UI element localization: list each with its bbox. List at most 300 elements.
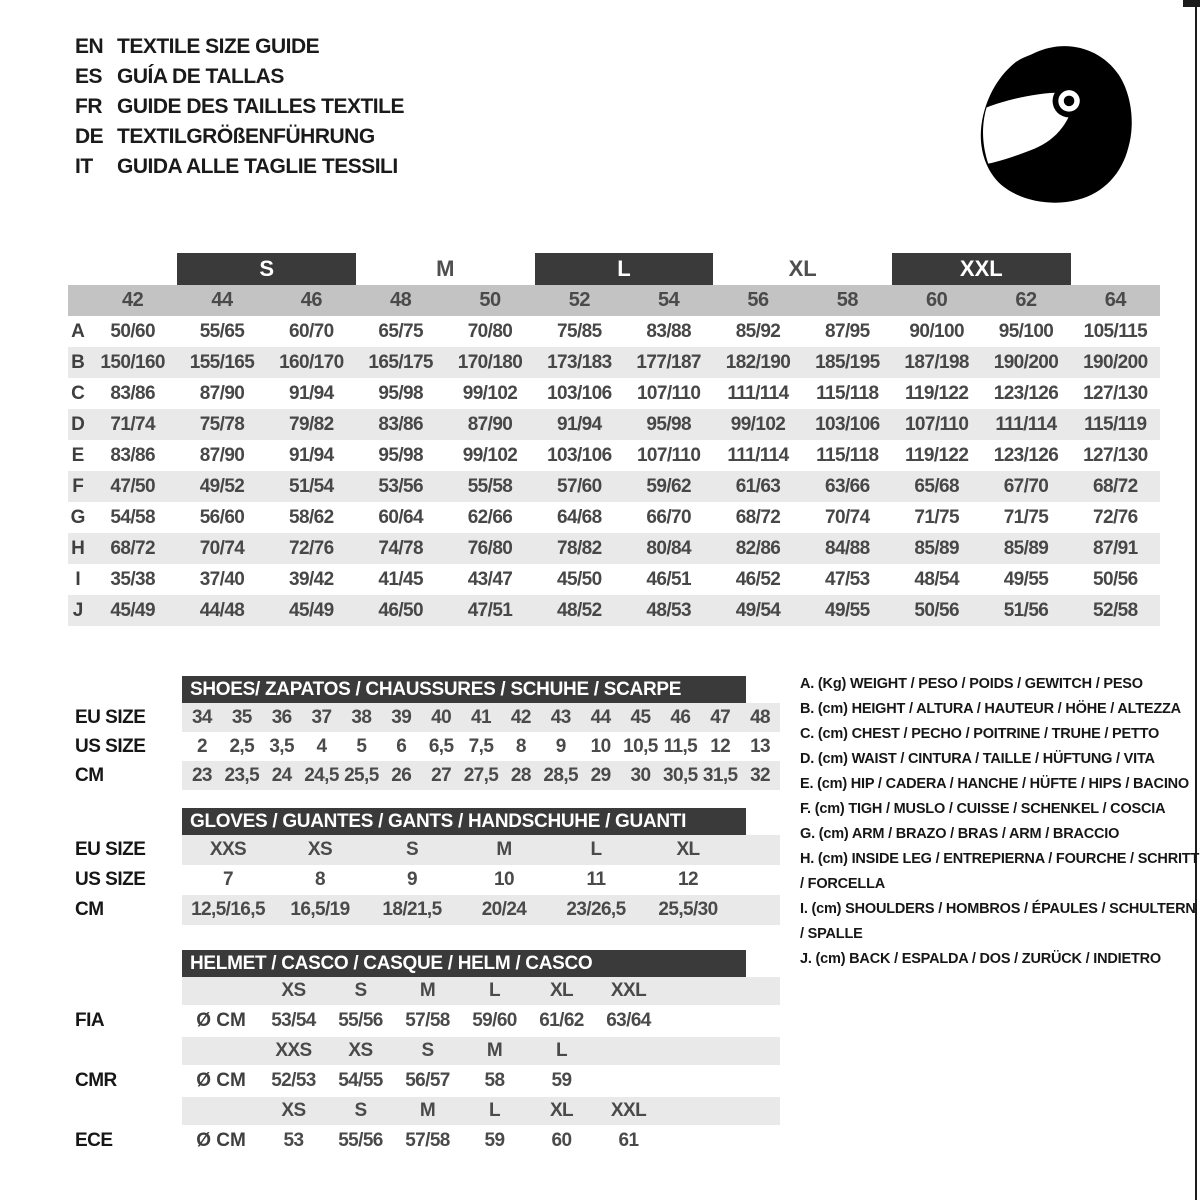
table-row	[68, 347, 1160, 378]
table-cell: 103/106	[547, 382, 612, 404]
table-cell: 91/94	[557, 413, 602, 435]
table-cell: 5	[356, 735, 367, 757]
table-cell: 90/100	[909, 320, 964, 342]
table-cell: 46/50	[378, 599, 423, 621]
table-cell: 95/100	[998, 320, 1054, 342]
table-cell: 85/92	[735, 320, 781, 342]
table-cell: 37	[311, 706, 332, 728]
legend-item: D. (cm) WAIST / CINTURA / TAILLE / HÜFTUNG / VITA	[800, 751, 1155, 767]
legend-item: J. (cm) BACK / ESPALDA / DOS / ZURÜCK / INDIETRO	[800, 951, 1161, 967]
language-code: ES	[75, 65, 103, 88]
table-cell: 95/98	[378, 382, 423, 404]
table-cell: 2,5	[229, 735, 255, 757]
table-cell: 52/53	[271, 1070, 316, 1091]
legend-item: C. (cm) CHEST / PECHO / POITRINE / TRUHE / PETTO	[800, 726, 1160, 742]
table-cell: 71/75	[914, 506, 959, 528]
table-cell: 7	[223, 869, 233, 890]
table-cell: 107/110	[636, 444, 701, 466]
table-cell: S	[421, 1040, 434, 1061]
size-group-xxl: XXL	[892, 253, 1071, 285]
table-cell: 46	[670, 706, 691, 728]
legend-item: F. (cm) TIGH / MUSLO / CUISSE / SCHENKEL / COSCIA	[800, 801, 1166, 817]
table-cell: 38	[351, 706, 372, 728]
table-cell: 60/64	[378, 506, 423, 528]
unit-cell: Ø CM	[196, 1070, 246, 1091]
table-row	[68, 316, 1160, 347]
table-cell: 50/56	[1093, 568, 1138, 590]
table-cell: 11,5	[663, 735, 698, 757]
size-numbers-row	[68, 285, 1160, 316]
table-row	[70, 761, 780, 790]
table-cell: 123/126	[993, 382, 1059, 404]
table-cell: 28,5	[543, 764, 579, 786]
table-cell: 53/54	[271, 1010, 316, 1031]
table-cell: 43	[550, 706, 571, 728]
table-cell: 75/78	[199, 413, 245, 435]
table-cell: XL	[549, 1100, 574, 1121]
table-cell: 41/45	[378, 568, 423, 590]
table-row	[68, 409, 1160, 440]
helmet-table-title: HELMET / CASCO / CASQUE / HELM / CASCO	[182, 950, 746, 977]
page-corner-mark	[1183, 0, 1200, 7]
table-cell: 9	[555, 735, 566, 757]
table-cell: 72/76	[289, 537, 334, 559]
table-cell: 95/98	[378, 444, 423, 466]
table-row	[70, 1125, 780, 1157]
table-cell: 49/54	[735, 599, 781, 621]
language-label: GUÍA DE TALLAS	[117, 65, 284, 88]
table-row	[68, 440, 1160, 471]
table-cell: 107/110	[636, 382, 701, 404]
table-cell: 39/42	[289, 568, 334, 590]
table-cell: 63/64	[606, 1010, 651, 1031]
table-cell: 23,5	[224, 764, 260, 786]
table-cell: XS	[307, 839, 333, 860]
table-cell: 177/187	[636, 351, 701, 373]
table-cell: 54/58	[110, 506, 155, 528]
size-number: 48	[390, 289, 412, 311]
table-cell: 74/78	[378, 537, 423, 559]
table-cell: 87/91	[1093, 537, 1138, 559]
table-cell: 57/60	[557, 475, 602, 497]
measurement-row-label: F	[72, 475, 84, 497]
table-cell: 70/74	[199, 537, 245, 559]
table-cell: 91/94	[289, 444, 334, 466]
table-cell: 8	[315, 869, 325, 890]
table-cell: 57/58	[405, 1130, 450, 1151]
size-number: 46	[300, 289, 322, 311]
table-cell: 50/60	[110, 320, 155, 342]
legend-item: E. (cm) HIP / CADERA / HANCHE / HÜFTE / HIPS / BACINO	[800, 776, 1189, 792]
language-label: TEXTILGRÖßENFÜHRUNG	[117, 125, 375, 148]
language-label: TEXTILE SIZE GUIDE	[117, 35, 320, 58]
table-cell: 48	[750, 706, 771, 728]
table-cell: 48/52	[557, 599, 602, 621]
table-row	[70, 1037, 780, 1065]
table-cell: 29	[590, 764, 611, 786]
table-cell: 107/110	[904, 413, 969, 435]
row-data-area	[182, 1005, 780, 1037]
table-cell: 27	[431, 764, 452, 786]
table-cell: 187/198	[904, 351, 969, 373]
helmet-size-table	[70, 950, 780, 1157]
table-cell: 85/89	[1003, 537, 1049, 559]
table-row	[68, 378, 1160, 409]
table-row	[70, 895, 780, 925]
table-cell: 84/88	[825, 537, 870, 559]
table-cell: 127/130	[1083, 444, 1148, 466]
table-cell: 182/190	[725, 351, 791, 373]
row-side-label: US SIZE	[75, 735, 146, 757]
table-cell: XS	[281, 1100, 306, 1121]
table-cell: 99/102	[462, 444, 518, 466]
measurement-row-label: G	[70, 506, 86, 528]
measurement-rows	[68, 316, 1160, 626]
table-cell: 37/40	[199, 568, 245, 590]
legend-item: A. (Kg) WEIGHT / PESO / POIDS / GEWITCH / PESO	[800, 676, 1143, 692]
row-data-area	[182, 1125, 780, 1157]
table-cell: 173/183	[547, 351, 612, 373]
table-cell: 115/118	[816, 444, 879, 466]
table-cell: 46/52	[735, 568, 781, 590]
table-cell: 103/106	[815, 413, 880, 435]
language-label: GUIDE DES TAILLES TEXTILE	[117, 95, 404, 118]
row-data-area	[182, 835, 780, 865]
table-cell: 2	[196, 735, 207, 757]
table-cell: XXL	[610, 1100, 647, 1121]
size-group-xl: XL	[788, 256, 817, 281]
table-cell: 185/195	[815, 351, 880, 373]
row-side-label: FIA	[75, 1010, 105, 1031]
table-cell: 25,5	[344, 764, 379, 786]
table-cell: 12,5/16,5	[191, 899, 265, 920]
table-cell: 47/50	[110, 475, 155, 497]
table-cell: 82/86	[735, 537, 781, 559]
language-code: DE	[75, 125, 104, 148]
table-cell: 55/58	[467, 475, 513, 497]
table-cell: 10	[590, 735, 611, 757]
size-group-band	[68, 253, 1160, 285]
table-cell: 55/56	[338, 1130, 383, 1151]
row-data-area	[182, 703, 780, 732]
table-cell: 45/49	[289, 599, 334, 621]
table-cell: L	[555, 1040, 567, 1061]
unit-cell: Ø CM	[196, 1010, 246, 1031]
table-cell: 99/102	[730, 413, 786, 435]
measurement-row-label: H	[71, 537, 85, 559]
table-cell: 111/114	[995, 413, 1057, 435]
table-cell: 58/62	[289, 506, 334, 528]
table-cell: 165/175	[368, 351, 433, 373]
measurement-row-label: J	[72, 599, 84, 621]
table-cell: 7,5	[468, 735, 494, 757]
measurement-row-label: C	[71, 382, 85, 404]
table-cell: 87/90	[467, 413, 513, 435]
table-cell: 41	[471, 706, 491, 728]
table-cell: 59/62	[646, 475, 691, 497]
table-cell: 49/55	[1003, 568, 1049, 590]
language-row	[75, 32, 404, 62]
size-number: 50	[479, 289, 501, 311]
table-cell: 61	[618, 1130, 639, 1151]
row-side-label: EU SIZE	[75, 839, 146, 860]
table-cell: 61/62	[539, 1010, 584, 1031]
table-cell: 35	[231, 706, 252, 728]
table-cell: 47/51	[467, 599, 513, 621]
table-cell: 62/66	[467, 506, 513, 528]
table-cell: 9	[407, 869, 417, 890]
table-cell: 119/122	[904, 444, 969, 466]
row-side-label: CMR	[75, 1070, 117, 1091]
table-cell: 43/47	[467, 568, 513, 590]
table-cell: 10,5	[623, 735, 658, 757]
shoes-rows	[70, 703, 780, 790]
row-data-area	[182, 895, 780, 925]
table-cell: S	[405, 839, 419, 860]
table-cell: 39	[391, 706, 412, 728]
size-group-s: S	[177, 253, 356, 285]
table-cell: 105/115	[1083, 320, 1148, 342]
table-cell: 111/114	[727, 382, 789, 404]
table-cell: 20/24	[481, 899, 527, 920]
table-cell: 85/89	[914, 537, 959, 559]
table-cell: 58	[484, 1070, 505, 1091]
language-row	[75, 152, 404, 182]
table-cell: 123/126	[993, 444, 1059, 466]
table-cell: XL	[549, 980, 574, 1001]
language-label: GUIDA ALLE TAGLIE TESSILI	[117, 155, 398, 178]
table-cell: 28	[510, 764, 531, 786]
language-code: FR	[75, 95, 102, 118]
table-row	[70, 977, 780, 1005]
table-row	[68, 471, 1160, 502]
table-cell: 53/56	[378, 475, 423, 497]
table-cell: 24	[271, 764, 292, 786]
table-cell: 30,5	[663, 764, 698, 786]
table-cell: 51/56	[1003, 599, 1049, 621]
table-cell: 68/72	[1093, 475, 1138, 497]
table-cell: M	[486, 1040, 503, 1061]
row-data-area	[182, 977, 780, 1005]
table-row	[68, 502, 1160, 533]
page-edge-line	[1195, 6, 1197, 1200]
gloves-size-table	[70, 808, 780, 925]
gloves-rows	[70, 835, 780, 925]
shoes-table-title: SHOES/ ZAPATOS / CHAUSSURES / SCHUHE / SCARPE	[182, 676, 746, 703]
table-cell: 79/82	[289, 413, 334, 435]
table-cell: 103/106	[547, 444, 612, 466]
table-cell: 3,5	[269, 735, 294, 757]
table-cell: 24,5	[304, 764, 339, 786]
table-cell: 67/70	[1003, 475, 1049, 497]
visor-pivot-dot	[1064, 96, 1075, 107]
language-title-block	[75, 32, 404, 182]
table-cell: 80/84	[646, 537, 691, 559]
size-number: 54	[658, 289, 680, 311]
language-row	[75, 92, 404, 122]
row-side-label: ECE	[75, 1130, 113, 1151]
table-cell: M	[496, 839, 512, 860]
table-cell: 50/56	[914, 599, 959, 621]
table-cell: 49/55	[825, 599, 870, 621]
table-cell: 13	[750, 735, 771, 757]
table-cell: 23	[191, 764, 212, 786]
table-cell: 150/160	[100, 351, 165, 373]
table-cell: 6,5	[428, 735, 454, 757]
language-code: EN	[75, 35, 104, 58]
size-number: 56	[747, 289, 769, 311]
table-cell: 44	[590, 706, 611, 728]
unit-cell: Ø CM	[196, 1130, 246, 1151]
table-cell: 55/56	[338, 1010, 383, 1031]
row-side-label: CM	[75, 899, 104, 920]
table-cell: 26	[391, 764, 412, 786]
table-cell: 40	[431, 706, 452, 728]
table-row	[68, 564, 1160, 595]
table-cell: 91/94	[289, 382, 334, 404]
table-cell: 59	[551, 1070, 572, 1091]
table-cell: 127/130	[1083, 382, 1148, 404]
size-number: 64	[1104, 289, 1126, 311]
table-cell: 54/55	[338, 1070, 383, 1091]
helmet-rows	[70, 977, 780, 1157]
table-cell: 16,5/19	[290, 899, 350, 920]
table-cell: 18/21,5	[382, 899, 442, 920]
table-cell: 65/68	[914, 475, 959, 497]
table-cell: 11	[586, 869, 606, 890]
size-number: 42	[122, 289, 144, 311]
table-row	[70, 732, 780, 761]
row-side-label	[70, 1037, 182, 1065]
legend-item: B. (cm) HEIGHT / ALTURA / HAUTEUR / HÖHE / ALTEZZA	[800, 701, 1181, 717]
table-cell: 53	[283, 1130, 304, 1151]
table-cell: XXS	[275, 1040, 312, 1061]
table-cell: 42	[510, 706, 531, 728]
table-cell: 55/65	[199, 320, 245, 342]
table-cell: 44/48	[199, 599, 245, 621]
row-side-label: US SIZE	[75, 869, 146, 890]
table-cell: 65/75	[378, 320, 423, 342]
size-group-l: L	[535, 253, 714, 285]
table-cell: XL	[676, 839, 700, 860]
table-cell: 51/54	[289, 475, 334, 497]
table-cell: 47	[710, 706, 731, 728]
table-cell: 78/82	[557, 537, 602, 559]
table-cell: L	[590, 839, 602, 860]
legend-item: I. (cm) SHOULDERS / HOMBROS / ÉPAULES / SCHULTERN / SPALLE	[800, 901, 1196, 942]
table-cell: XXL	[610, 980, 647, 1001]
table-cell: 47/53	[825, 568, 870, 590]
table-cell: 27,5	[463, 764, 499, 786]
row-data-area	[182, 732, 780, 761]
table-cell: 45/49	[110, 599, 155, 621]
table-cell: M	[419, 1100, 436, 1121]
table-row	[68, 533, 1160, 564]
table-cell: 23/26,5	[566, 899, 626, 920]
table-cell: 68/72	[110, 537, 155, 559]
measurement-row-label: D	[71, 413, 85, 435]
measurement-row-label: B	[71, 351, 85, 373]
table-cell: 70/80	[467, 320, 513, 342]
measurement-row-label: A	[71, 320, 85, 342]
size-group-m: M	[436, 256, 455, 281]
table-cell: 170/180	[457, 351, 523, 373]
language-code: IT	[75, 155, 93, 178]
table-cell: 10	[494, 869, 514, 890]
row-data-area	[182, 1037, 780, 1065]
table-cell: 111/114	[727, 444, 789, 466]
table-cell: 59/60	[472, 1010, 517, 1031]
table-cell: 115/119	[1084, 413, 1147, 435]
table-cell: 83/88	[646, 320, 691, 342]
size-number: 44	[211, 289, 233, 311]
table-cell: 75/85	[557, 320, 602, 342]
row-data-area	[182, 865, 780, 895]
table-cell: 45	[630, 706, 651, 728]
table-cell: 61/63	[735, 475, 781, 497]
row-side-label: EU SIZE	[75, 706, 146, 728]
legend-item: G. (cm) ARM / BRAZO / BRAS / ARM / BRACCIO	[800, 826, 1120, 842]
table-cell: 87/95	[825, 320, 870, 342]
table-cell: 30	[630, 764, 651, 786]
table-cell: 71/74	[110, 413, 155, 435]
measurement-legend	[800, 672, 1200, 972]
table-cell: 71/75	[1003, 506, 1049, 528]
table-cell: L	[488, 980, 500, 1001]
table-cell: 6	[396, 735, 407, 757]
measurement-row-label: I	[75, 568, 81, 590]
table-cell: 52/58	[1093, 599, 1138, 621]
table-cell: M	[419, 980, 436, 1001]
language-row	[75, 62, 404, 92]
table-cell: 76/80	[467, 537, 513, 559]
row-data-area	[182, 761, 780, 790]
size-number: 62	[1015, 289, 1037, 311]
table-cell: 70/74	[825, 506, 870, 528]
table-cell: S	[354, 980, 367, 1001]
row-side-label	[70, 977, 182, 1005]
table-cell: 83/86	[110, 444, 155, 466]
table-row	[68, 595, 1160, 626]
size-number: 58	[836, 289, 858, 311]
table-cell: 48/54	[914, 568, 959, 590]
measurement-row-label: E	[71, 444, 85, 466]
shoes-size-table	[70, 676, 780, 790]
table-cell: 25,5/30	[658, 899, 718, 920]
language-row	[75, 122, 404, 152]
table-cell: 160/170	[279, 351, 344, 373]
table-cell: L	[488, 1100, 500, 1121]
table-cell: 190/200	[993, 351, 1059, 373]
table-cell: 119/122	[904, 382, 969, 404]
table-cell: 36	[271, 706, 292, 728]
table-cell: 95/98	[646, 413, 691, 435]
table-cell: 31,5	[702, 764, 738, 786]
table-cell: 66/70	[646, 506, 691, 528]
table-cell: 87/90	[199, 382, 245, 404]
size-number: 60	[926, 289, 948, 311]
table-row	[70, 703, 780, 732]
table-cell: 12	[678, 869, 698, 890]
table-cell: 48/53	[646, 599, 691, 621]
table-cell: XXS	[209, 839, 247, 860]
size-number: 52	[568, 289, 590, 311]
table-row	[70, 865, 780, 895]
table-row	[70, 1065, 780, 1097]
table-cell: 57/58	[405, 1010, 450, 1031]
row-side-label: CM	[75, 764, 104, 786]
table-cell: 49/52	[199, 475, 245, 497]
